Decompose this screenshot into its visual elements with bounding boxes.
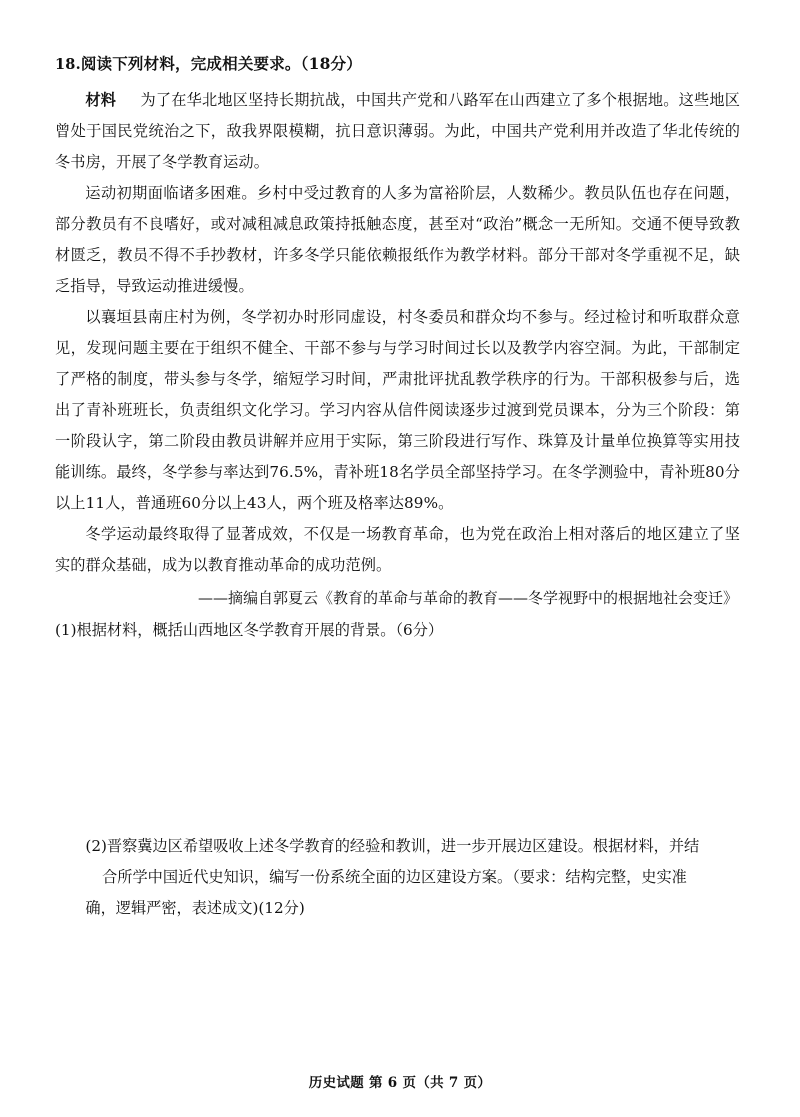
material-label: 材料: [85, 90, 117, 109]
material-paragraph-2: 运动初期面临诸多困难。乡村中受过教育的人多为富裕阶层，人数稀少。教员队伍也存在问题，部分教员有不良嗜好，或对减租减息政策持抵触态度，甚至对“政治”概念一无所知。交通不便导致教材匮乏，教员不得不手抄教材，许多冬学只能依赖报纸作为教学材料。部分干部对冬学重视不足，缺乏指导，导致运动推进缓慢。: [55, 183, 740, 295]
question-number: 18.: [55, 56, 81, 73]
sub-question-1: [55, 615, 740, 645]
material-paragraph-1: [55, 85, 740, 178]
material-paragraph-4: 冬学运动最终取得了显著成效，不仅是一场教育革命，也为党在政治上相对落后的地区建立了坚实的群众基础，成为以教育推动革命的成功范例。: [55, 524, 740, 574]
material-paragraph-1-text: 为了在华北地区坚持长期抗战，中国共产党和八路军在山西建立了多个根据地。这些地区曾处于国民党统治之下，敌我界限模糊，抗日意识薄弱。为此，中国共产党利用并改造了华北传统的冬书房，开展了冬学教育运动。: [55, 90, 740, 171]
page-footer: [0, 1071, 800, 1091]
material-paragraph-3: 以襄垣县南庄村为例，冬学初办时形同虚设，村冬委员和群众均不参与。经过检讨和听取群众意见，发现问题主要在于组织不健全、干部不参与与学习时间过长以及教学内容空洞。为此，干部制定了严格的制度，带头参与冬学，缩短学习时间，严肃批评扰乱教学秩序的行为。干部积极参与后，选出了青补班班长，负责组织文化学习。学习内容从信件阅读逐步过渡到党员课本，分为三个阶段：第一阶段认字，第二阶段由教员讲解并应用于实际，第三阶段进行写作、珠算及计量单位换算等实用技能训练。最终，冬学参与率达到76.5%，青补班18名学员全部坚持学习。在冬学测验中，青补班80分以上11人，普通班60分以上43人，两个班及格率达89%。: [55, 307, 740, 512]
sub-question-2-line1: 晋察冀边区希望吸收上述冬学教育的经验和教训，进一步开展边区建设。根据材料，并结: [106, 837, 700, 856]
sub-question-2-label: (2): [85, 837, 107, 856]
footer-subject: 历史试题: [308, 1075, 364, 1091]
answer-space-1[interactable]: [55, 645, 740, 831]
material-body: [55, 85, 740, 581]
footer-page-label: 第 6 页（共 7 页）: [369, 1075, 492, 1091]
material-source: ——摘编自郭夏云《教育的革命与革命的教育——冬学视野中的根据地社会变迁》: [197, 588, 738, 607]
sub-question-2: [55, 831, 740, 924]
sub-question-2-line3: 确，逻辑严密，表述成文)(12分): [85, 899, 305, 918]
question-heading: [55, 52, 740, 76]
sub-question-1-text: 根据材料，概括山西地区冬学教育开展的背景。（6分）: [76, 620, 444, 639]
sub-question-2-line2: 合所学中国近代史知识，编写一份系统全面的边区建设方案。（要求：结构完整，史实准: [102, 868, 687, 887]
question-heading-text: 阅读下列材料，完成相关要求。（18分）: [80, 54, 362, 73]
sub-question-1-label: (1): [55, 620, 77, 639]
sub-question-2-body: [55, 831, 740, 924]
